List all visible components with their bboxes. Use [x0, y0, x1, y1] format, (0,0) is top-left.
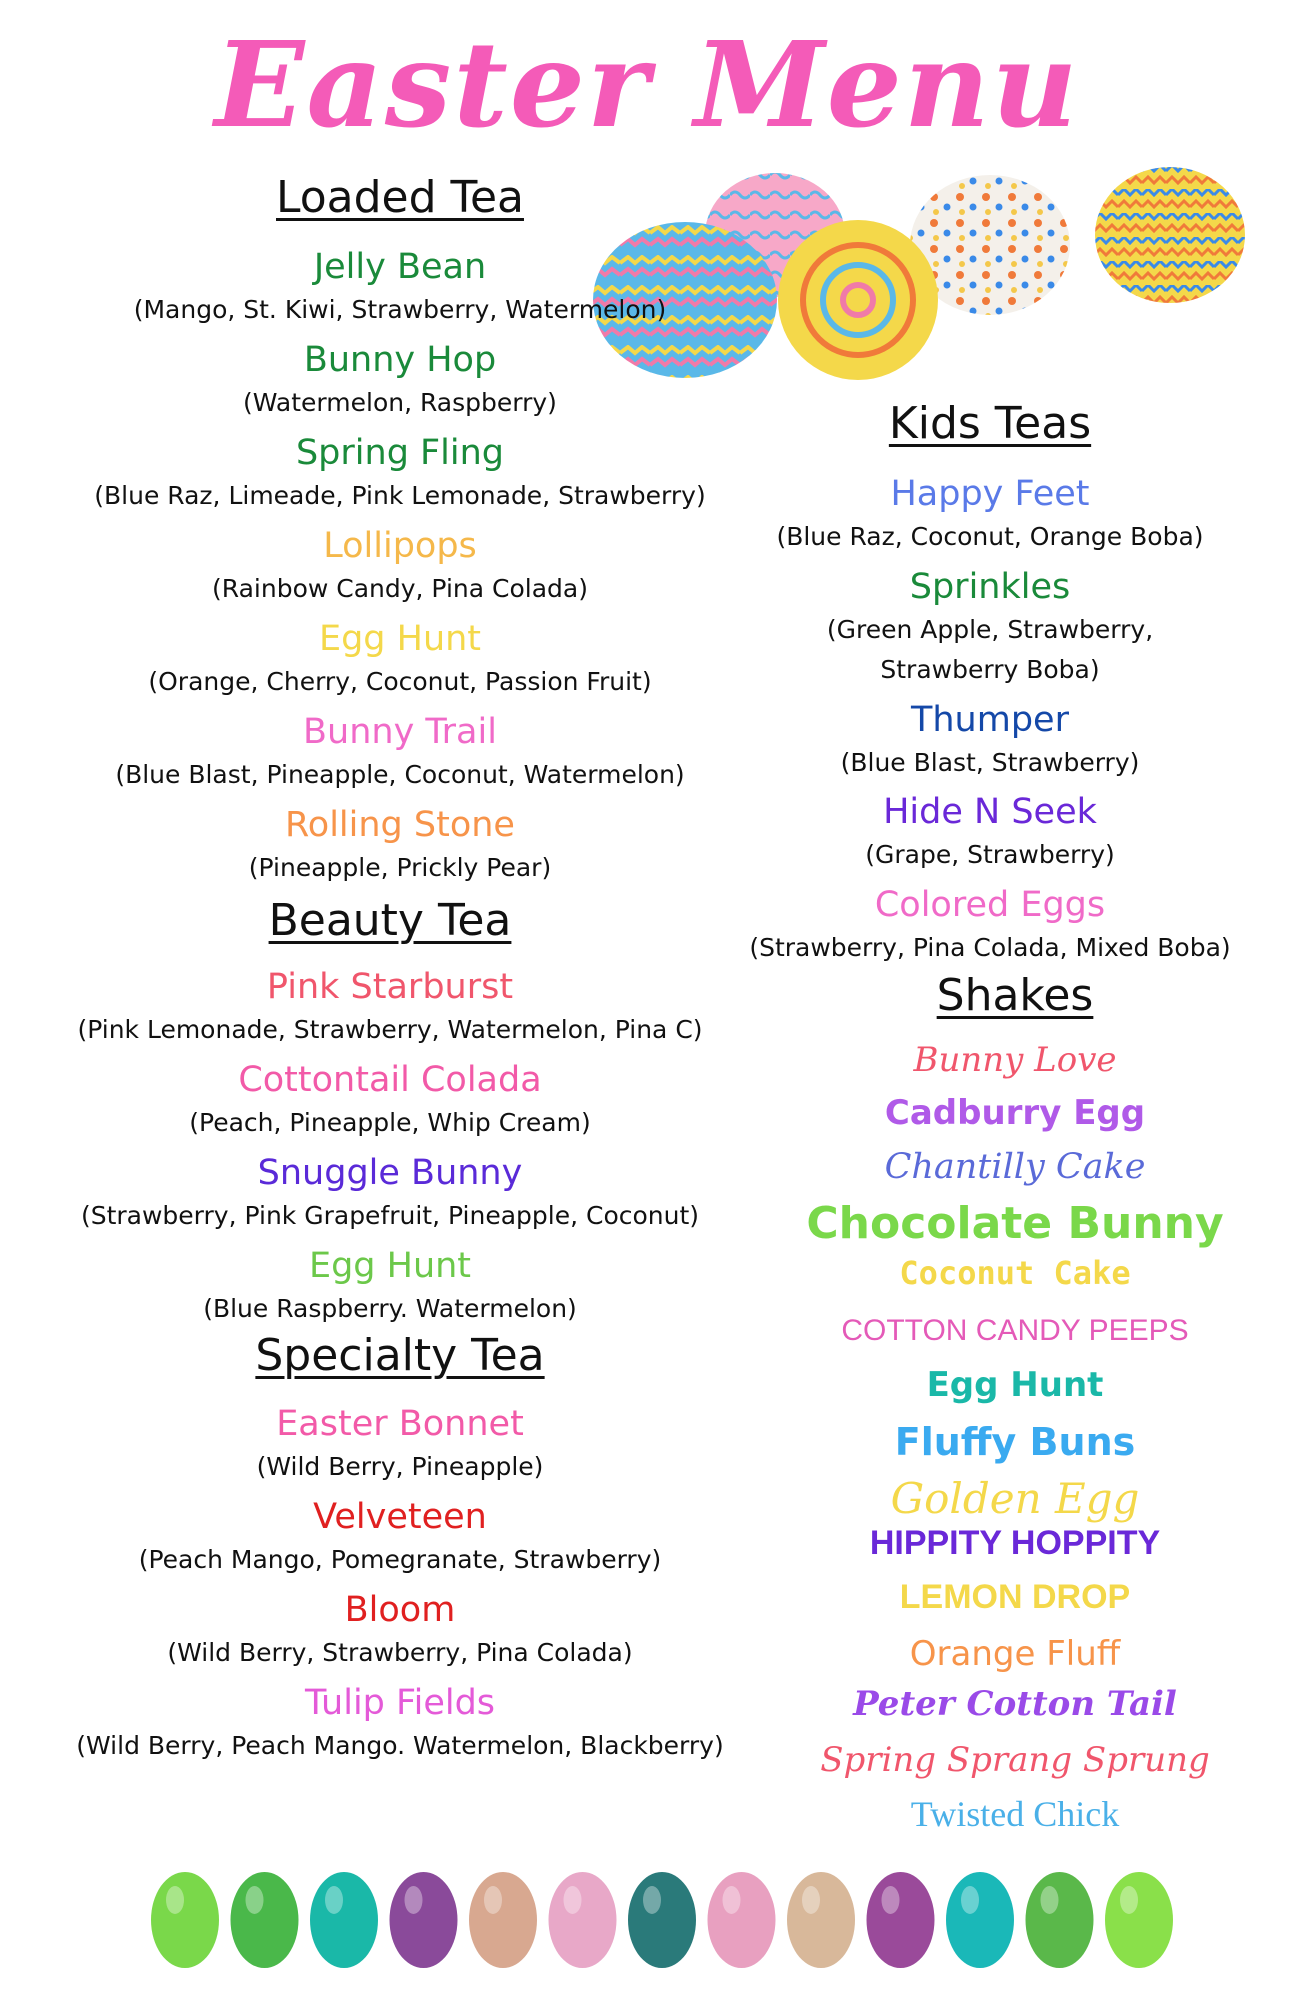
shake-item: COTTON CANDY PEEPS [841, 1314, 1189, 1347]
egg-highlight [961, 1886, 979, 1914]
menu-item-name: Colored Eggs [874, 885, 1106, 925]
menu-item-name: Bunny Trail [303, 712, 497, 752]
menu-item-description: (Mango, St. Kiwi, Strawberry, Watermelon) [133, 295, 667, 324]
menu-item-name: Sprinkles [909, 567, 1071, 607]
egg-highlight [564, 1886, 582, 1914]
glitter-egg [946, 1872, 1014, 1968]
egg-highlight [405, 1886, 423, 1914]
section-heading-specialty-tea: Specialty Tea [255, 1330, 545, 1381]
menu-item-description: (Blue Raz, Coconut, Orange Boba) [776, 522, 1204, 551]
menu-item-description: (Blue Blast, Strawberry) [840, 748, 1140, 777]
menu-item-name: Tulip Fields [304, 1683, 496, 1723]
glitter-egg [151, 1872, 219, 1968]
glitter-egg [708, 1872, 776, 1968]
egg-highlight [166, 1886, 184, 1914]
menu-item-description: (Pink Lemonade, Strawberry, Watermelon, Pina C) [77, 1015, 703, 1044]
menu-item-description: (Green Apple, Strawberry, [826, 615, 1154, 644]
menu-item-description: (Blue Raspberry. Watermelon) [203, 1294, 577, 1323]
section-heading-loaded-tea: Loaded Tea [276, 172, 524, 223]
menu-item-description: (Watermelon, Raspberry) [243, 388, 557, 417]
menu-item-description-cont: Strawberry Boba) [880, 655, 1100, 684]
shake-item: Cadburry Egg [884, 1093, 1146, 1133]
egg-highlight [723, 1886, 741, 1914]
menu-item-name: Easter Bonnet [276, 1404, 524, 1444]
menu-item-description: (Wild Berry, Pineapple) [256, 1452, 544, 1481]
shake-item: Orange Fluff [909, 1634, 1121, 1674]
section-heading-shakes: Shakes [936, 970, 1094, 1021]
shake-item: Spring Sprang Sprung [820, 1740, 1210, 1780]
egg-highlight [1041, 1886, 1059, 1914]
shake-item: Peter Cotton Tail [853, 1684, 1177, 1724]
glitter-egg [787, 1872, 855, 1968]
shake-item: Chocolate Bunny [806, 1198, 1224, 1249]
menu-item-description: (Wild Berry, Strawberry, Pina Colada) [167, 1638, 633, 1667]
menu-item-description: (Blue Raz, Limeade, Pink Lemonade, Strawberry) [94, 481, 706, 510]
shake-item: Egg Hunt [926, 1365, 1104, 1405]
menu-item-description: (Blue Blast, Pineapple, Coconut, Watermelon) [115, 760, 685, 789]
menu-item-name: Cottontail Colada [238, 1060, 542, 1100]
shake-item: Twisted Chick [910, 1794, 1120, 1834]
bottom-eggs-row [0, 1850, 1294, 2000]
glitter-egg [1105, 1872, 1173, 1968]
egg-highlight [1120, 1886, 1138, 1914]
egg-highlight [802, 1886, 820, 1914]
page-title: Easter Menu [214, 15, 1080, 154]
menu-item-name: Spring Fling [295, 433, 505, 473]
shake-item: Chantilly Cake [884, 1147, 1146, 1187]
menu-item-description: (Pineapple, Prickly Pear) [248, 853, 552, 882]
shake-item: Fluffy Buns [894, 1420, 1136, 1464]
glitter-egg [549, 1872, 617, 1968]
menu-item-name: Pink Starburst [266, 967, 514, 1007]
menu-item-description: (Strawberry, Pink Grapefruit, Pineapple, Coconut) [80, 1201, 700, 1230]
glitter-egg [310, 1872, 378, 1968]
glitter-egg [390, 1872, 458, 1968]
shake-item: HIPPITY HOPPITY [869, 1524, 1161, 1562]
glitter-egg [469, 1872, 537, 1968]
menu-item-description: (Strawberry, Pina Colada, Mixed Boba) [749, 933, 1231, 962]
section-heading-beauty-tea: Beauty Tea [268, 895, 512, 946]
menu-item-name: Egg Hunt [308, 1246, 472, 1286]
egg-highlight [643, 1886, 661, 1914]
shake-item: Coconut Cake [899, 1254, 1131, 1292]
menu-item-description: (Peach Mango, Pomegranate, Strawberry) [138, 1545, 662, 1574]
egg-highlight [882, 1886, 900, 1914]
shake-item: Bunny Love [913, 1040, 1117, 1080]
egg-highlight [484, 1886, 502, 1914]
menu-item-name: Thumper [911, 700, 1069, 740]
menu-item-description: (Rainbow Candy, Pina Colada) [212, 574, 588, 603]
menu-item-name: Egg Hunt [318, 619, 482, 659]
menu-item-name: Velveteen [313, 1497, 487, 1537]
glitter-egg [1026, 1872, 1094, 1968]
glitter-egg [867, 1872, 935, 1968]
menu-item-name: Snuggle Bunny [257, 1153, 523, 1193]
zigzag-yellow-egg [1095, 167, 1245, 303]
menu-item-description: (Orange, Cherry, Coconut, Passion Fruit) [148, 667, 652, 696]
menu-item-description: (Wild Berry, Peach Mango. Watermelon, Blackberry) [76, 1731, 724, 1760]
section-heading-kids-teas: Kids Teas [888, 398, 1092, 449]
menu-item-name: Bloom [344, 1590, 456, 1630]
egg-highlight [325, 1886, 343, 1914]
egg-highlight [246, 1886, 264, 1914]
menu-item-name: Jelly Bean [313, 247, 487, 287]
glitter-egg [231, 1872, 299, 1968]
menu-item-description: (Grape, Strawberry) [865, 840, 1115, 869]
menu-item-name: Happy Feet [890, 474, 1090, 514]
menu-item-name: Bunny Hop [303, 340, 497, 380]
menu-item-name: Lollipops [323, 526, 477, 566]
shake-item: Golden Egg [890, 1474, 1140, 1523]
shake-item: LEMON DROP [899, 1578, 1131, 1616]
glitter-egg [628, 1872, 696, 1968]
menu-item-name: Rolling Stone [285, 805, 515, 845]
menu-item-name: Hide N Seek [883, 792, 1097, 832]
menu-item-description: (Peach, Pineapple, Whip Cream) [189, 1108, 591, 1137]
